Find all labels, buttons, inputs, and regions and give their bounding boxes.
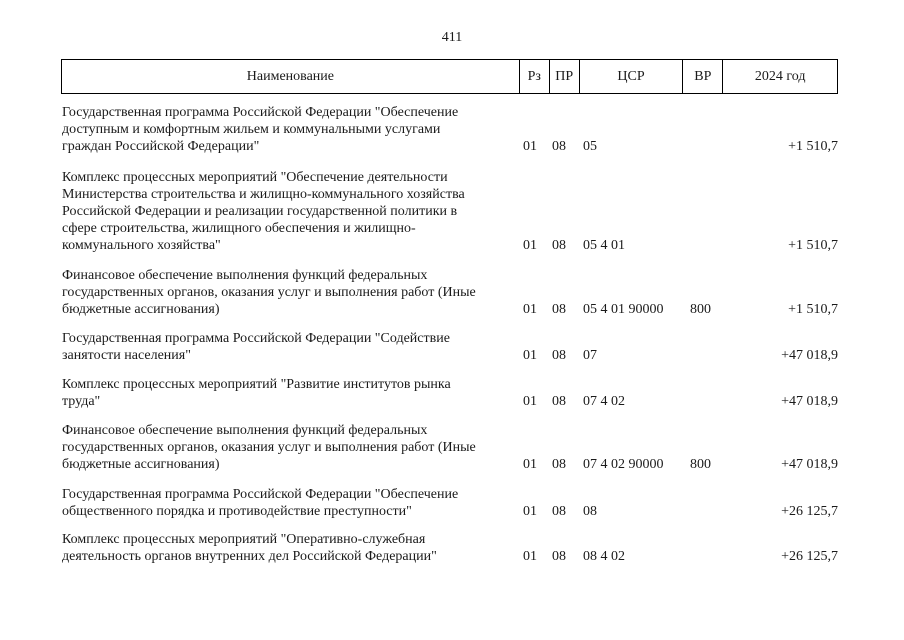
table-row: [62, 330, 838, 364]
row-rz: 01: [523, 504, 537, 519]
row-rz: 01: [523, 238, 537, 253]
row-csr: 08: [583, 504, 597, 519]
row-rz: 01: [523, 457, 537, 472]
row-csr: 08 4 02: [583, 549, 625, 564]
row-name: Финансовое обеспечение выполнения функций федеральных государственных органов, оказания услуг и выполнения работ (Иные бюджетные ассигнования): [62, 268, 476, 317]
header-rz: Рз: [520, 60, 550, 93]
row-pr: 08: [552, 139, 566, 154]
row-vr: 800: [690, 457, 711, 472]
row-rz: 01: [523, 348, 537, 363]
header-name: Наименование: [62, 60, 520, 93]
table-row: [62, 531, 838, 565]
row-rz: 01: [523, 302, 537, 317]
header-year: 2024 год: [754, 68, 806, 84]
row-amount: +47 018,9: [781, 348, 838, 363]
row-name: Комплекс процессных мероприятий "Обеспечение деятельности Министерства строительства и жилищно-коммунального хозяйства Российской Федерации и реализации государственной политики в сфере строительства, жилищного обеспечения и жилищно- коммунального хозяйства": [62, 170, 465, 253]
row-csr: 05 4 01: [583, 238, 625, 253]
row-amount: +47 018,9: [781, 394, 838, 409]
header-vr: ВР: [683, 60, 723, 93]
row-csr: 05 4 01 90000: [583, 302, 664, 317]
row-rz: 01: [523, 394, 537, 409]
row-pr: 08: [552, 504, 566, 519]
row-csr: 07 4 02 90000: [583, 457, 664, 472]
row-name: Комплекс процессных мероприятий "Развитие институтов рынка труда": [62, 377, 451, 409]
row-name: Государственная программа Российской Федерации "Обеспечение общественного порядка и противодействие преступности": [62, 487, 459, 519]
row-pr: 08: [552, 549, 566, 564]
row-csr: 05: [583, 139, 597, 154]
row-pr: 08: [552, 238, 566, 253]
table-row: [62, 422, 838, 473]
header-pr: ПР: [550, 60, 580, 93]
table-row: [62, 267, 838, 318]
row-amount: +26 125,7: [781, 549, 838, 564]
row-amount: +1 510,7: [788, 238, 838, 253]
row-amount: +47 018,9: [781, 457, 838, 472]
row-rz: 01: [523, 139, 537, 154]
row-rz: 01: [523, 549, 537, 564]
row-amount: +1 510,7: [788, 302, 838, 317]
table-header: [61, 59, 838, 94]
row-name: Финансовое обеспечение выполнения функций федеральных государственных органов, оказания услуг и выполнения работ (Иные бюджетные ассигнования): [62, 423, 476, 472]
row-name: Государственная программа Российской Федерации "Содействие занятости населения": [62, 331, 450, 363]
row-csr: 07: [583, 348, 597, 363]
row-pr: 08: [552, 394, 566, 409]
page-number: 411: [441, 30, 463, 45]
table-row: [62, 486, 838, 520]
row-csr: 07 4 02: [583, 394, 625, 409]
row-amount: +1 510,7: [788, 139, 838, 154]
row-name: Комплекс процессных мероприятий "Оперативно-служебная деятельность органов внутренних дел Российской Федерации": [62, 532, 437, 564]
row-name: Государственная программа Российской Федерации "Обеспечение доступным и комфортным жильем и коммунальными услугами граждан Российской Федерации": [62, 105, 459, 154]
row-vr: 800: [690, 302, 711, 317]
table-row: [62, 104, 838, 155]
header-csr: ЦСР: [580, 60, 684, 93]
table-row: [62, 169, 838, 254]
table-row: [62, 376, 838, 410]
row-amount: +26 125,7: [781, 504, 838, 519]
row-pr: 08: [552, 302, 566, 317]
row-pr: 08: [552, 457, 566, 472]
row-pr: 08: [552, 348, 566, 363]
